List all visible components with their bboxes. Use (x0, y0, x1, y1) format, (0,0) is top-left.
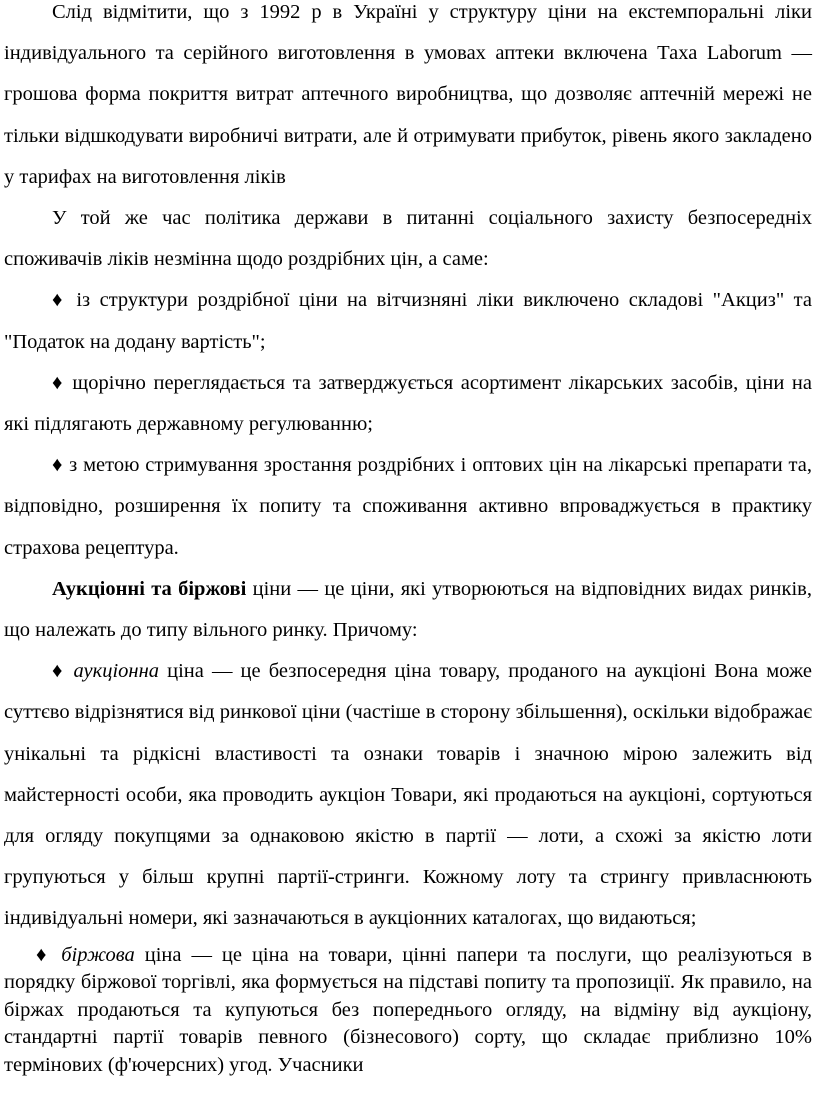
bullet-exchange-price (0, 942, 816, 1080)
diamond-bullet-icon: ♦ (36, 943, 62, 966)
term-exchange: біржова (61, 943, 135, 966)
bullet-auction-price (0, 651, 816, 939)
term-auction: аукціонна (73, 660, 160, 683)
paragraph-auction-exchange (0, 569, 816, 651)
tight-text-block (0, 942, 816, 1080)
diamond-bullet-icon: ♦ (52, 660, 74, 683)
paragraph-state-policy: У той же час політика держави в питанні соціального захисту безпосередніх споживачів ліків незмінна щодо роздрібних цін, а саме: (4, 207, 812, 271)
bullet-exchange-price-text: ціна — це ціна на товари, цінні папери та послуги, що реалізуються в порядку біржової торгівлі, яка формується на підставі попиту та пропозиції. Як правило, на біржах продаються та купуються без попереднього огляду, на відміну від аукціону, стандартні партії товарів певного (бізнесового) сорту, що складає приблизно 10% термінових (ф'ючерсних) угод. Учасники (4, 943, 812, 1076)
bullet-auction-price-text: ціна — це безпосередня ціна товару, проданого на аукціоні Вона може суттєво відрізнятися від ринкової ціни (частіше в сторону збільшення), оскільки відображає унікальні та рідкісні властивості та ознаки товарів і значною мірою залежить від майстерності особи, яка проводить аукціон Товари, які продаються на аукціоні, сортуються для огляду покупцями за однаковою якістю в партії — лоти, а схожі за якістю лоти групуються у більш крупні партії-стринги. Кожному лоту та стрингу привласнюють індивідуальні номери, які зазначаються в аукціонних каталогах, що видаються; (4, 660, 812, 930)
bullet-assortment: ♦ щорічно переглядається та затверджується асортимент лікарських засобів, ціни на які підлягають державному регулюванню; (4, 371, 812, 436)
paragraph-auction-exchange-text: ціни — це ціни, які утворюються на відповідних видах ринків, що належать до типу вільного ринку. Причому: (4, 577, 812, 642)
paragraph-taxa-laborum: Слід відмітити, що з 1992 р в Україні у структуру ціни на екстемпоральні ліки індивідуального та серійного виготовлення в умовах аптеки включена Таха Laborum — грошова форма покриття витрат аптечного виробництва, що дозволяє аптечній мережі не тільки відшкодувати виробничі витрати, але й отримувати прибуток, рівень якого закладено у тарифах на виготовлення ліків (4, 1, 812, 188)
bullet-excise-vat: ♦ із структури роздрібної ціни на вітчизняні ліки виключено складові "Акциз" та "Податок на додану вартість"; (4, 289, 812, 353)
term-auction-exchange: Аукціонні та біржові (52, 577, 247, 600)
bullet-insurance-prescription: ♦ з метою стримування зростання роздрібних і оптових цін на лікарські препарати та, відповідно, розширення їх попиту та споживання активно впроваджується в практику страхова рецептура. (4, 454, 812, 559)
